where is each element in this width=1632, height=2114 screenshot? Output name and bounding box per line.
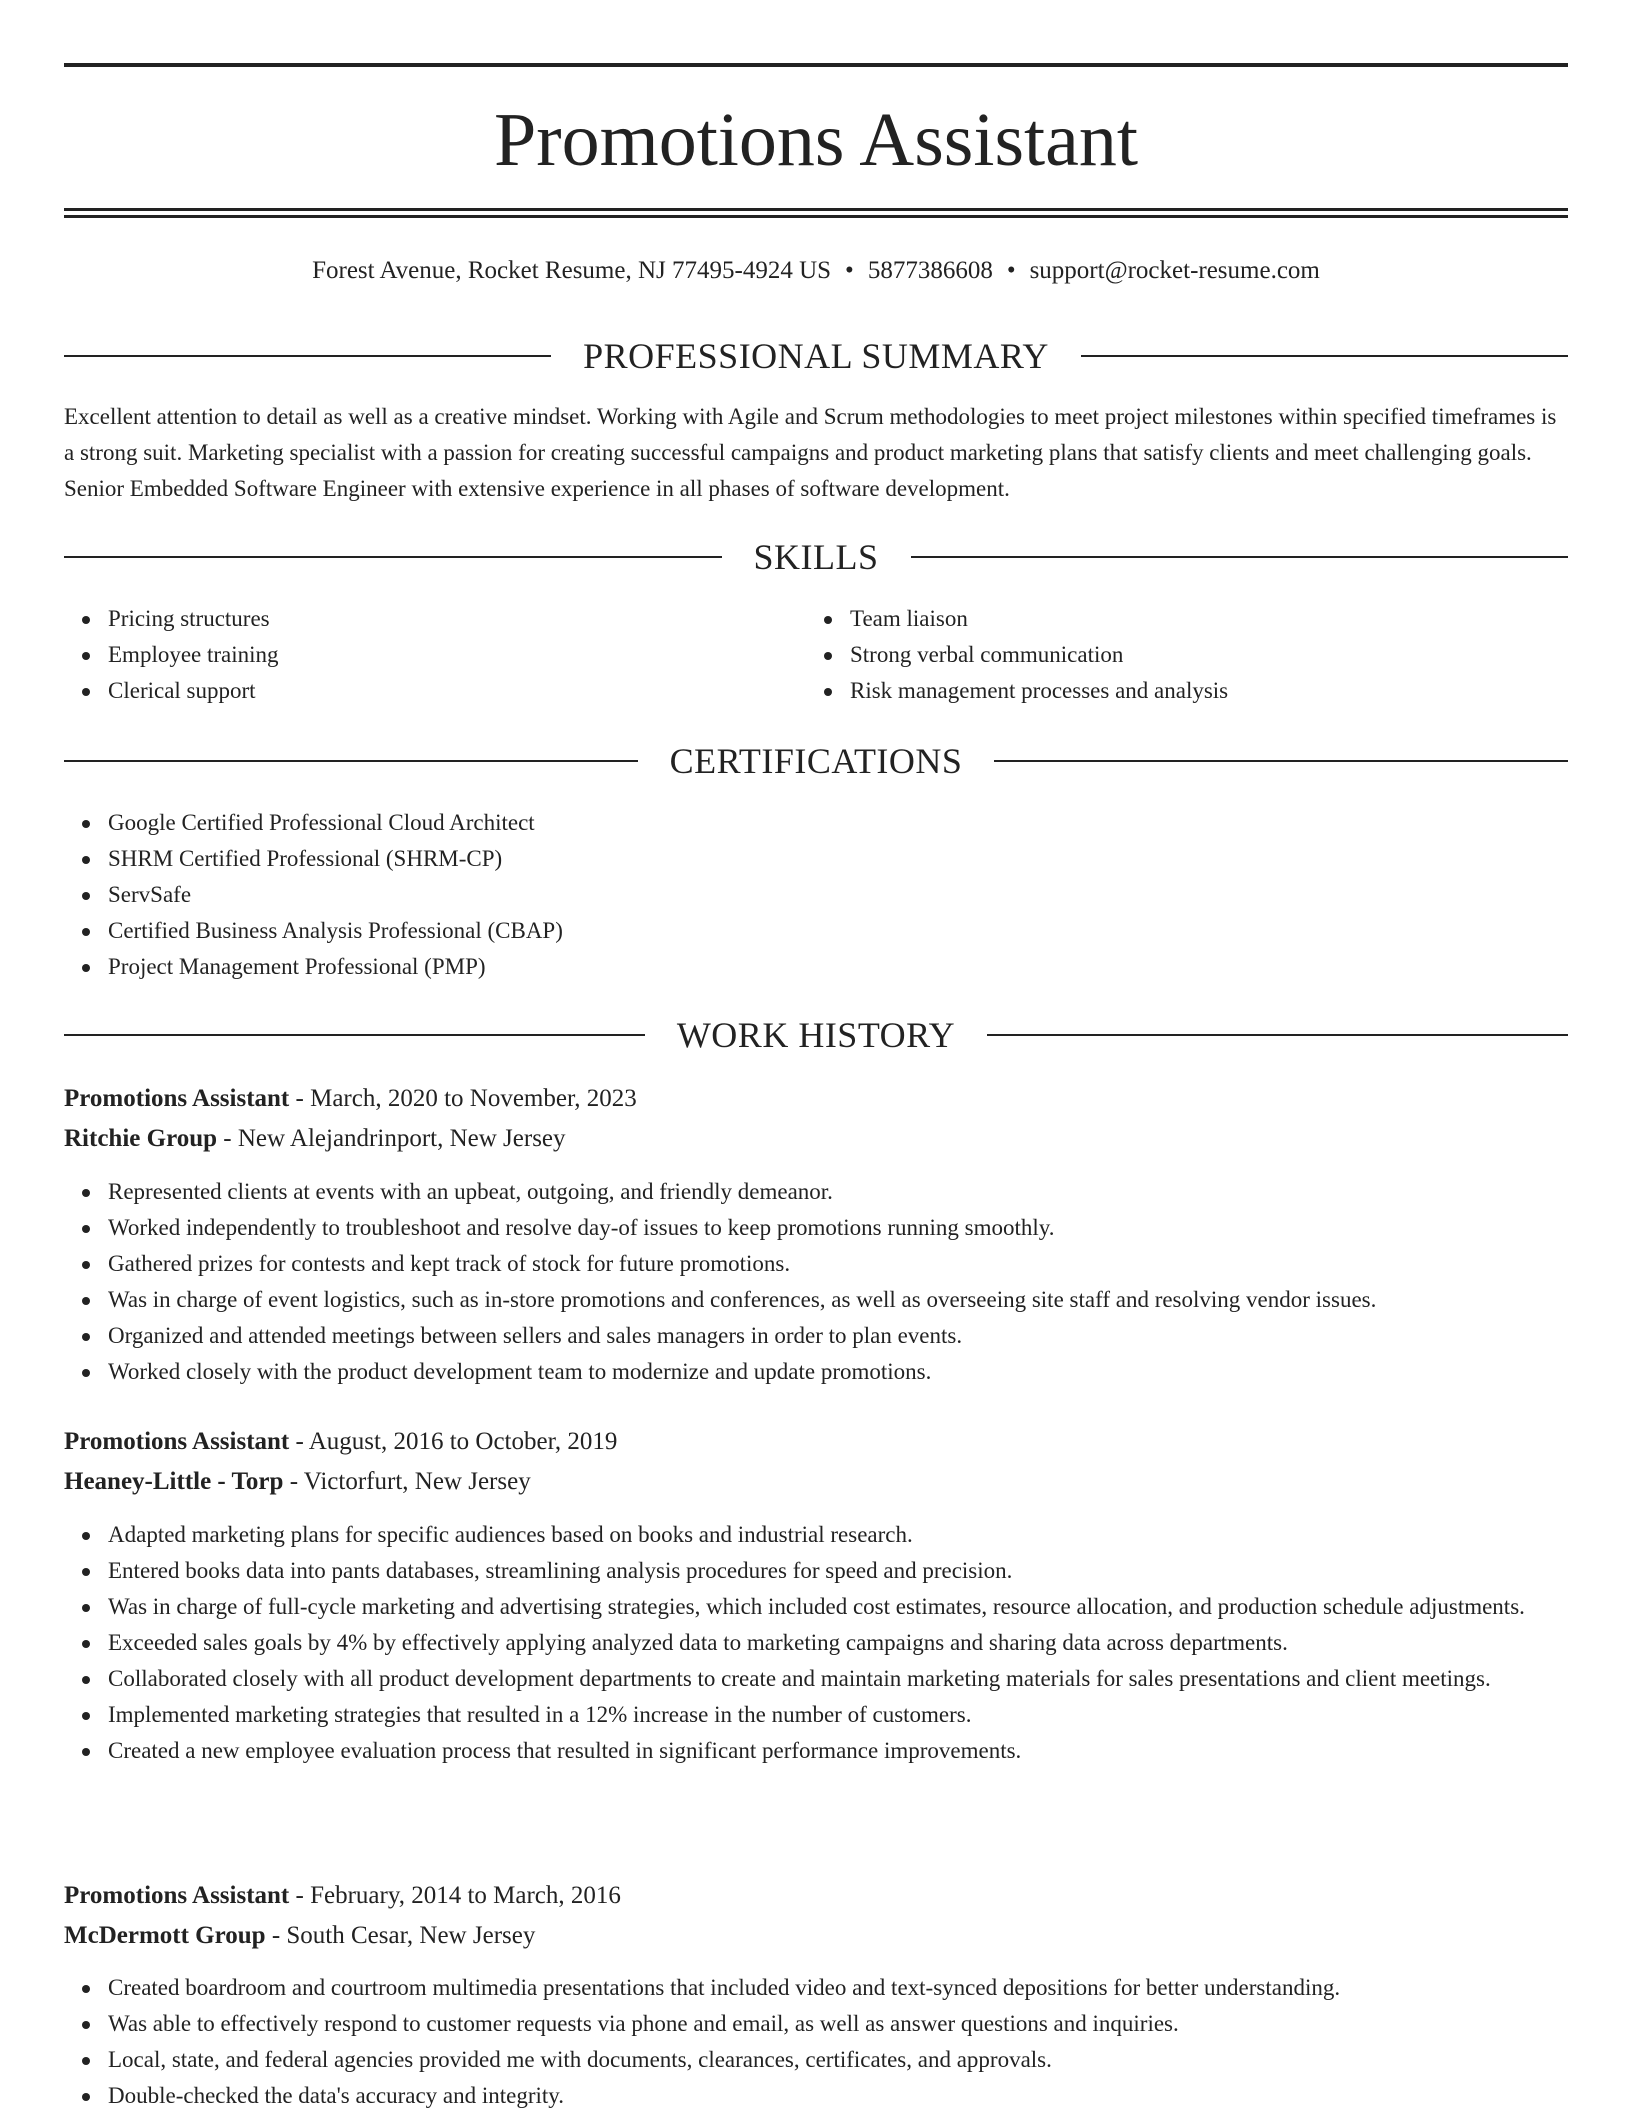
list-item: Created boardroom and courtroom multimedia presentations that included video and text-synced depositions for better understanding. bbox=[108, 1970, 1568, 2006]
list-item: Created a new employee evaluation process that resulted in significant performance improvements. bbox=[108, 1733, 1568, 1769]
section-title-certifications bbox=[64, 739, 1568, 783]
skills-list-left bbox=[64, 601, 808, 709]
list-item: Exceeded sales goals by 4% by effectively applying analyzed data to marketing campaigns and sharing data across departments. bbox=[108, 1625, 1568, 1661]
divider bbox=[994, 760, 1568, 762]
list-item: Was in charge of event logistics, such as in-store promotions and conferences, as well as overseeing site staff and resolving vendor issues. bbox=[108, 1282, 1568, 1318]
section-title-summary bbox=[64, 334, 1568, 378]
candidate-name: Promotions Assistant bbox=[494, 98, 1138, 182]
job-dates: - February, 2014 to March, 2016 bbox=[289, 1882, 621, 1909]
list-item: Team liaison bbox=[850, 601, 1550, 637]
list-item: Risk management processes and analysis bbox=[850, 673, 1550, 709]
divider bbox=[64, 355, 551, 357]
list-item: Was in charge of full-cycle marketing and advertising strategies, which included cost estimates, resource allocation, and production schedule adjustments. bbox=[108, 1589, 1568, 1625]
job-role-line bbox=[64, 1422, 1568, 1462]
list-item: Project Management Professional (PMP) bbox=[108, 949, 1508, 985]
section-title-work-history bbox=[64, 1013, 1568, 1057]
divider bbox=[987, 1034, 1568, 1036]
list-item: Gathered prizes for contests and kept track of stock for future promotions. bbox=[108, 1246, 1568, 1282]
list-item: Was able to effectively respond to customer requests via phone and email, as well as answer questions and inquiries. bbox=[108, 2006, 1568, 2042]
contact-phone: 5877386608 bbox=[867, 257, 993, 284]
skills-list-right bbox=[806, 601, 1550, 709]
list-item: Represented clients at events with an upbeat, outgoing, and friendly demeanor. bbox=[108, 1174, 1568, 1210]
divider bbox=[1081, 355, 1568, 357]
list-item: ServSafe bbox=[108, 877, 1508, 913]
list-item: Implemented marketing strategies that resulted in a 12% increase in the number of customers. bbox=[108, 1697, 1568, 1733]
job-location: - New Alejandrinport, New Jersey bbox=[217, 1125, 566, 1152]
job-bullets bbox=[64, 1174, 1568, 1390]
job-role-line bbox=[64, 1876, 1568, 1916]
section-label: SKILLS bbox=[753, 537, 879, 577]
divider bbox=[64, 760, 638, 762]
summary-text: Excellent attention to detail as well as a creative mindset. Working with Agile and Scrum methodologies to meet project milestones within specified timeframes is a strong suit. Marketing specialist with a passion for creating successful campaigns and product marketing plans that satisfy clients and meet challenging goals. Senior Embedded Software Engineer with extensive experience in all phases of software development. bbox=[64, 404, 1557, 501]
contact-separator: • bbox=[845, 257, 854, 284]
top-rule bbox=[64, 63, 1568, 67]
double-rule bbox=[64, 208, 1568, 218]
list-item: SHRM Certified Professional (SHRM-CP) bbox=[108, 841, 1508, 877]
contact-email[interactable]: support@rocket-resume.com bbox=[1029, 257, 1320, 284]
list-item: Collaborated closely with all product development departments to create and maintain marketing materials for sales presentations and client meetings. bbox=[108, 1661, 1568, 1697]
divider bbox=[911, 556, 1569, 558]
section-label: CERTIFICATIONS bbox=[669, 741, 963, 781]
job-role: Promotions Assistant bbox=[64, 1882, 290, 1909]
list-item: Double-checked the data's accuracy and integrity. bbox=[108, 2078, 1568, 2114]
job-role: Promotions Assistant bbox=[64, 1428, 290, 1455]
list-item: Organized and attended meetings between sellers and sales managers in order to plan events. bbox=[108, 1318, 1568, 1354]
list-item: Certified Business Analysis Professional (CBAP) bbox=[108, 913, 1508, 949]
contact-address: Forest Avenue, Rocket Resume, NJ 77495-4924 US bbox=[312, 257, 832, 284]
job-location: - Victorfurt, New Jersey bbox=[283, 1468, 531, 1495]
divider bbox=[64, 1034, 645, 1036]
list-item: Strong verbal communication bbox=[850, 637, 1550, 673]
list-item: Local, state, and federal agencies provided me with documents, clearances, certificates, and approvals. bbox=[108, 2042, 1568, 2078]
contact-line bbox=[64, 255, 1568, 287]
job-company-line bbox=[64, 1119, 1568, 1159]
section-label: WORK HISTORY bbox=[676, 1015, 956, 1055]
list-item: Pricing structures bbox=[108, 601, 808, 637]
list-item: Worked independently to troubleshoot and resolve day-of issues to keep promotions running smoothly. bbox=[108, 1210, 1568, 1246]
job-dates: - March, 2020 to November, 2023 bbox=[289, 1085, 637, 1112]
list-item: Google Certified Professional Cloud Architect bbox=[108, 805, 1508, 841]
list-item: Adapted marketing plans for specific audiences based on books and industrial research. bbox=[108, 1517, 1568, 1553]
job-role: Promotions Assistant bbox=[64, 1085, 290, 1112]
section-title-skills bbox=[64, 535, 1568, 579]
job-role-line bbox=[64, 1079, 1568, 1119]
job-bullets bbox=[64, 1517, 1568, 1769]
job-bullets bbox=[64, 1970, 1568, 2114]
job-company-line bbox=[64, 1462, 1568, 1502]
list-item: Employee training bbox=[108, 637, 808, 673]
section-label: PROFESSIONAL SUMMARY bbox=[583, 336, 1049, 376]
list-item: Clerical support bbox=[108, 673, 808, 709]
list-item: Worked closely with the product development team to modernize and update promotions. bbox=[108, 1354, 1568, 1390]
job-company-line bbox=[64, 1916, 1568, 1956]
contact-separator: • bbox=[1006, 257, 1016, 284]
divider bbox=[64, 556, 722, 558]
job-dates: - August, 2016 to October, 2019 bbox=[289, 1428, 618, 1455]
job-company: Heaney-Little - Torp bbox=[64, 1468, 284, 1495]
certifications-list bbox=[64, 805, 1508, 985]
job-company: Ritchie Group bbox=[64, 1125, 218, 1152]
job-location: - South Cesar, New Jersey bbox=[265, 1922, 536, 1949]
list-item: Entered books data into pants databases, streamlining analysis procedures for speed and precision. bbox=[108, 1553, 1568, 1589]
job-company: McDermott Group bbox=[64, 1922, 266, 1949]
